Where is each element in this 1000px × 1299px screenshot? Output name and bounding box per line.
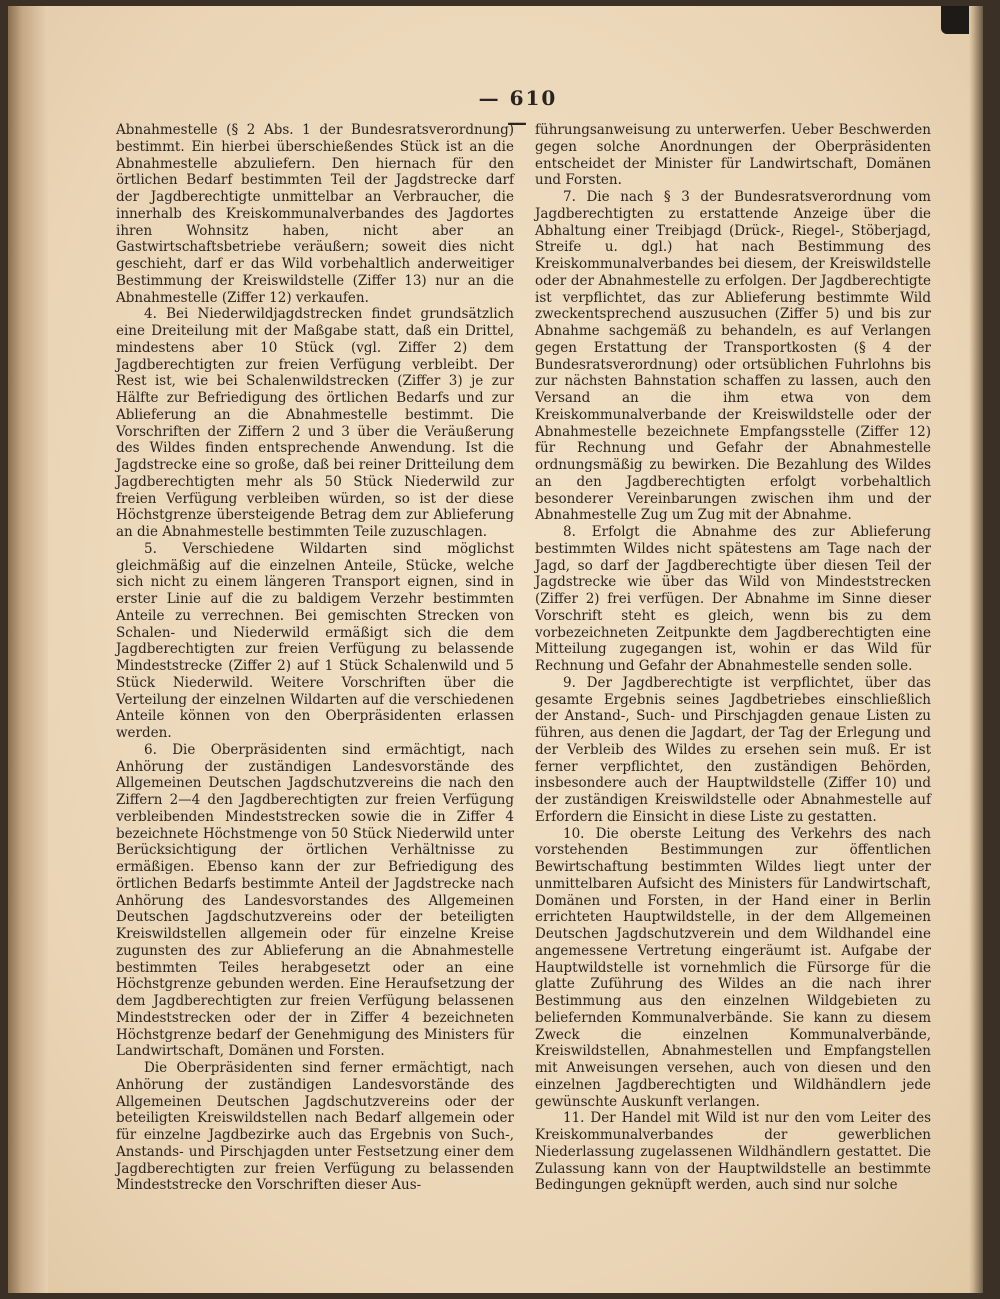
book-spine-shadow: [8, 6, 48, 1293]
page-number: — 610 —: [478, 86, 558, 134]
left-column: [116, 122, 514, 1194]
paragraph: 5. Verschiedene Wildarten sind möglichst gleichmäßig auf die einzelnen Anteile, Stücke, welche sich nicht zu einem längeren Transport eignen, sind in erster Linie auf die zu baldigem Verzehr bestimmten Anteile zu verrechnen. Bei gemischten Strecken von Schalen- und Niederwild ermäßigt sich die dem Jagdberechtigten zur freien Verfügung zu belassende Mindeststrecke (Ziffer 2) auf 1 Stück Schalenwild und 5 Stück Niederwild. Weitere Vorschriften über die Verteilung der einzelnen Wildarten auf die verschiedenen Anteile können von den Oberpräsidenten erlassen werden.: [116, 540, 514, 741]
paragraph: 10. Die oberste Leitung des Verkehrs des nach vorstehenden Bestimmungen zur öffentlichen Bewirtschaftung bestimmten Wildes liegt unter der unmittelbaren Aufsicht des Ministers für Landwirtschaft, Domänen und Forsten, in der Hand einer in Berlin errichteten Hauptwildstelle, in der dem Allgemeinen Deutschen Jagdschutzverein und dem Wildhandel eine angemessene Vertretung eingeräumt ist. Aufgabe der Hauptwildstelle ist vornehmlich die Fürsorge für die glatte Zuführung des Wildes an die nach ihrer Bestimmung aus den einzelnen Wildgebieten zu beliefernden Kommunalverbände. Sie kann zu diesem Zweck die einzelnen Kommunalverbände, Kreiswildstellen, Abnahmestellen und Empfangstellen mit Anweisungen versehen, auch von diesen und den einzelnen Jagdberechtigten und Wildhändlern jede gewünschte Auskunft verlangen.: [535, 825, 931, 1110]
right-column: [535, 122, 931, 1194]
paragraph: 4. Bei Niederwildjagdstrecken findet grundsätzlich eine Dreiteilung mit der Maßgabe statt, daß ein Drittel, mindestens aber 10 Stück (vgl. Ziffer 2) dem Jagdberechtigten zur freien Verfügung verbleibt. Der Rest ist, wie bei Schalenwildstrecken (Ziffer 3) je zur Hälfte zur Befriedigung des örtlichen Bedarfs und zur Ablieferung an die Abnahmestelle bestimmt. Die Vorschriften der Ziffern 2 und 3 über die Veräußerung des Wildes finden entsprechende Anwendung. Ist die Jagdstrecke eine so große, daß bei reiner Dritteilung dem Jagdberechtigten mehr als 50 Stück Niederwild zur freien Verfügung verbleiben würden, so ist der diese Höchstgrenze übersteigende Betrag dem zur Ablieferung an die Abnahmestelle bestimmten Teile zuzuschlagen.: [116, 306, 514, 540]
paragraph: 11. Der Handel mit Wild ist nur den vom Leiter des Kreiskommunalverbandes der gewerblichen Niederlassung zugelassenen Wildhändlern gestattet. Die Zulassung kann von der Hauptwildstelle an bestimmte Bedingungen geknüpft werden, auch sind nur solche: [535, 1110, 931, 1194]
paragraph: 8. Erfolgt die Abnahme des zur Ablieferung bestimmten Wildes nicht spätestens am Tage nach der Jagd, so darf der Jagdberechtigte über diesen Teil der Jagdstrecke wie über das Wild von Mindeststrecken (Ziffer 2) frei verfügen. Der Abnahme im Sinne dieser Vorschrift steht es gleich, wenn bis zu dem vorbezeichneten Zeitpunkte dem Jagdberechtigten eine Mitteilung zugegangen ist, wohin er das Wild für Rechnung und Gefahr der Abnahmestelle senden solle.: [535, 524, 931, 674]
page-edge-shadow: [969, 6, 983, 1293]
corner-tab: [941, 6, 969, 34]
paragraph: Abnahmestelle (§ 2 Abs. 1 der Bundesratsverordnung) bestimmt. Ein hierbei überschießendes Stück ist an die Abnahmestelle abzuliefern. Den hiernach für den örtlichen Bedarf bestimmten Teil der Jagdstrecke darf der Jagdberechtigte unmittelbar an Verbraucher, die innerhalb des Kreiskommunalverbandes des Jagdortes ihren Wohnsitz haben, nicht aber an Gastwirtschaftsbetriebe veräußern; soweit dies nicht geschieht, darf er das Wild vorbehaltlich anderweitiger Bestimmung der Kreiswildstelle (Ziffer 13) nur an die Abnahmestelle (Ziffer 12) verkaufen.: [116, 122, 514, 306]
paragraph: 9. Der Jagdberechtigte ist verpflichtet, über das gesamte Ergebnis seines Jagdbetriebes einschließlich der Anstand-, Such- und Pirschjagden genaue Listen zu führen, aus denen die Jagdart, der Tag der Erlegung und der Verbleib des Wildes zu ersehen sein muß. Er ist ferner verpflichtet, den zuständigen Behörden, insbesondere auch der Hauptwildstelle (Ziffer 10) und der zuständigen Kreiswildstelle oder Abnahmestelle auf Erfordern die Einsicht in diese Liste zu gestatten.: [535, 674, 931, 825]
paragraph: 6. Die Oberpräsidenten sind ermächtigt, nach Anhörung der zuständigen Landesvorstände des Allgemeinen Deutschen Jagdschutzvereins die nach den Ziffern 2—4 den Jagdberechtigten zur freien Verfügung verbleibenden Mindeststrecken sowie die in Ziffer 4 bezeichnete Höchstmenge von 50 Stück Niederwild unter Berücksichtigung der örtlichen Verhältnisse zu ermäßigen. Ebenso kann der zur Befriedigung des örtlichen Bedarfs bestimmte Anteil der Jagdstrecke nach Anhörung des Landesvorstandes des Allgemeinen Deutschen Jagdschutzvereins oder der beteiligten Kreiswildstellen allgemein oder für einzelne Kreise zugunsten des zur Ablieferung an die Abnahmestelle bestimmten Teiles herabgesetzt oder an eine Höchstgrenze gebunden werden. Eine Heraufsetzung der dem Jagdberechtigten zur freien Verfügung belassenen Mindeststrecken oder der in Ziffer 4 bezeichneten Höchstgrenze bedarf der Genehmigung des Ministers für Landwirtschaft, Domänen und Forsten.: [116, 741, 514, 1060]
paragraph: führungsanweisung zu unterwerfen. Ueber Beschwerden gegen solche Anordnungen der Oberpräsidenten entscheidet der Minister für Landwirtschaft, Domänen und Forsten.: [535, 122, 931, 189]
paragraph: Die Oberpräsidenten sind ferner ermächtigt, nach Anhörung der zuständigen Landesvorstände des Allgemeinen Deutschen Jagdschutzvereins oder der beteiligten Kreiswildstellen nach Bedarf allgemein oder für einzelne Jagdbezirke auch das Ergebnis von Such-, Anstands- und Pirschjagden unter Festsetzung einer dem Jagdberechtigten zur freien Verfügung zu belassenden Mindeststrecke den Vorschriften dieser Aus-: [116, 1060, 514, 1194]
paragraph: 7. Die nach § 3 der Bundesratsverordnung vom Jagdberechtigten zu erstattende Anzeige über die Abhaltung einer Treibjagd (Drück-, Riegel-, Stöberjagd, Streife u. dgl.) hat nach Bestimmung des Kreiskommunalverbandes bei diesem, der Kreiswildstelle oder der Abnahmestelle zu erfolgen. Der Jagdberechtigte ist verpflichtet, das zur Ablieferung bestimmte Wild zweckentsprechend auszusuchen (Ziffer 5) und bis zur Abnahme sachgemäß zu behandeln, es auf Verlangen gegen Erstattung der Transportkosten (§ 4 der Bundesratsverordnung) oder ortsüblichen Fuhrlohns bis zur nächsten Bahnstation schaffen zu lassen, auch den Versand an die ihm etwa von dem Kreiskommunalverbande der Kreiswildstelle oder der Abnahmestelle bezeichnete Empfangsstelle (Ziffer 12) für Rechnung und Gefahr der Abnahmestelle ordnungsmäßig zu bewirken. Die Bezahlung des Wildes an den Jagdberechtigten erfolgt vorbehaltlich besonderer Vereinbarungen zwischen ihm und der Abnahmestelle Zug um Zug mit der Abnahme.: [535, 189, 931, 524]
scanned-page: [8, 6, 983, 1293]
